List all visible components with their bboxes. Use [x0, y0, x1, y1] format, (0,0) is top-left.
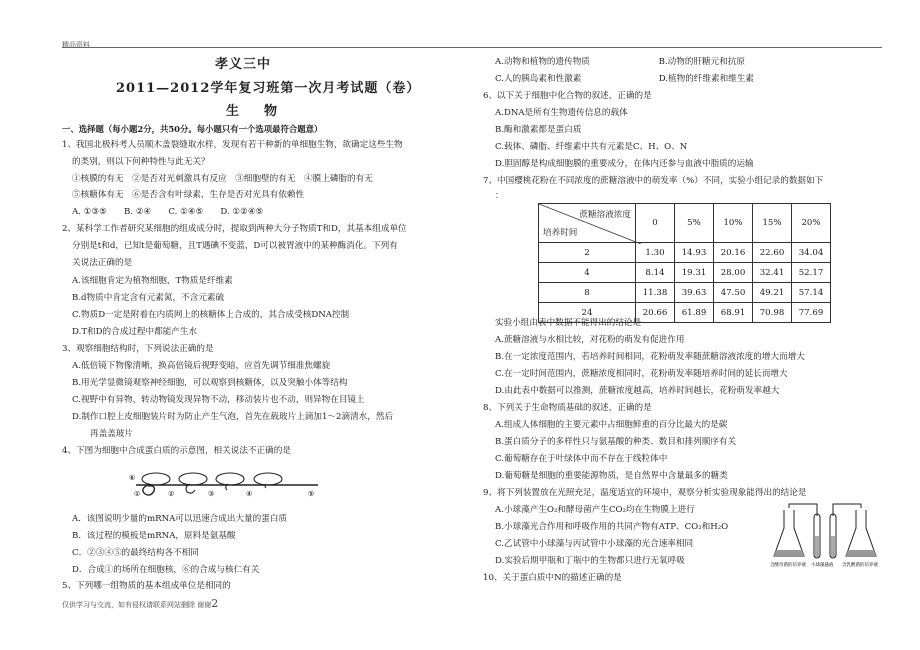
- diagram-label-2: ②: [168, 490, 175, 498]
- q7-colon: ：: [495, 191, 504, 201]
- protein-synthesis-diagram: [128, 460, 328, 500]
- q4-stem: 4、下图为细胞中合成蛋白质的示意图，相关说法不正确的是: [62, 446, 291, 456]
- q4-option-c: C．②③④⑤的最终结构各不相同: [72, 548, 199, 558]
- footer-note: [62, 597, 218, 610]
- header-note: 精品资料: [62, 41, 90, 49]
- table-cell: 68.91: [714, 303, 753, 323]
- q2-option-c: C.物质D一定是附着在内质网上的核糖体上合成的，其合成受核DNA控制: [72, 310, 350, 320]
- table-cell: 77.69: [792, 303, 831, 323]
- table-cell: 49.21: [753, 283, 792, 303]
- column-header: 10%: [714, 204, 753, 243]
- table-cell: 20.16: [714, 243, 753, 263]
- page-number: 2: [211, 597, 219, 610]
- q7-option-a: A.蔗糖溶液与水相比较，对花粉的萌发有促进作用: [495, 335, 685, 345]
- section-heading: 一、选择题（每小题2分，共50分。每小题只有一个选项最符合题意）: [62, 124, 323, 134]
- q8-option-c: C.葡萄糖存在于叶绿体中而不存在于线粒体中: [495, 454, 668, 464]
- q10-stem: 10、关于蛋白质中N的描述正确的是: [483, 573, 622, 583]
- q6-stem: 6、以下关于细胞中化合物的叙述，正确的是: [483, 91, 652, 101]
- q9-option-d: D.实验后期甲瓶和丁瓶中的生物都只进行无氧呼吸: [495, 556, 685, 566]
- corner-top-label: 蔗糖溶液浓度: [579, 210, 631, 220]
- table-cell: 19.31: [675, 263, 714, 283]
- ribosome-2: [179, 473, 207, 485]
- table-row: [539, 263, 831, 283]
- q1-options: A. ①③⑤ B. ②④ C. ①④⑤ D. ①②④⑤: [72, 207, 264, 217]
- q2-line-3: 关说法正确的是: [72, 258, 133, 268]
- table-cell: 61.89: [675, 303, 714, 323]
- q2-option-b: B.d物质中肯定含有元素氮，不含元素硫: [72, 293, 225, 303]
- table-header-row: [539, 204, 831, 243]
- q2-line-1: 2、某科学工作者研究某细胞的组成成分时，提取到两种大分子物质T和D，其基本组成单位: [62, 224, 407, 234]
- q3-option-a: A.低倍镜下物像清晰，换高倍镜后视野变暗，应首先调节细准焦螺旋: [72, 361, 331, 371]
- table-cell: 22.60: [753, 243, 792, 263]
- subject-title: 生 物: [226, 104, 284, 119]
- q5-options-ab: A.动物和植物的遗传物质 B.动物的肝糖元和抗原: [495, 57, 746, 67]
- exam-title: 2011—2012学年复习班第一次月考试题（卷）: [116, 81, 421, 96]
- q3-option-c: C.视野中有异物，转动物镜发现异物不动，移动装片也不动，则异物在目镜上: [72, 395, 365, 405]
- q6-option-a: A.DNA是所有生物遗传信息的载体: [495, 108, 628, 118]
- table-cell: 11.38: [636, 283, 675, 303]
- tube-right-liquid: [831, 536, 835, 557]
- label-lactic: 含乳酸菌的培养液: [842, 563, 878, 568]
- pipe-left: [789, 504, 817, 516]
- diagram-label-6: ⑥: [129, 474, 136, 482]
- q2-option-d: D.T和D的合成过程中都能产生水: [72, 327, 198, 337]
- q7-option-b: B.在一定浓度范围内，若培养时间相同，花粉萌发率随蔗糖溶液浓度的增大而增大: [495, 352, 805, 362]
- q9-option-c: C.乙试管中小球藻与丙试管中小球藻的光合速率相同: [495, 539, 694, 549]
- ribosome-4: [254, 473, 282, 485]
- row-time: 24: [539, 303, 636, 323]
- table-cell: 39.63: [675, 283, 714, 303]
- diagram-label-4: ④: [246, 490, 253, 498]
- diagram-label-1: ①: [134, 490, 141, 498]
- germination-table: [538, 203, 831, 323]
- q4-option-d: D．合成①的场所在细胞核，⑥的合成与核仁有关: [72, 565, 260, 575]
- label-chlorella: 小球藻悬液: [811, 563, 834, 568]
- q1-line-3: ①核膜的有无 ②是否对光刺激具有反应 ③细胞壁的有无 ④膜上磷脂的有无: [72, 174, 373, 184]
- flask-left: [774, 510, 804, 556]
- table-row: [539, 283, 831, 303]
- ribosome-1: [142, 473, 170, 485]
- table-row: [539, 243, 831, 263]
- ribosome-3: [216, 473, 244, 485]
- flask-left-liquid: [774, 550, 804, 556]
- table-cell: 32.41: [753, 263, 792, 283]
- q3-option-d-cont: 再盖盖玻片: [90, 429, 133, 439]
- q3-option-b: B.用光学显微镜观察神经细胞，可以观察到核糖体，以及突触小体等结构: [72, 378, 348, 388]
- q6-option-b: B.酶和激素都是蛋白质: [495, 125, 582, 135]
- q7-stem: 7、中国樱桃花粉在不同浓度的蔗糖溶液中的萌发率（%）不同，实验小组记录的数据如下: [483, 176, 824, 186]
- footer-text: 仅供学习与交流，如有侵权请联系网站删除 谢谢: [62, 601, 212, 609]
- q3-stem: 3、观察细胞结构时，下列说法正确的是: [62, 344, 214, 354]
- diagram-label-5: ⑤: [308, 490, 315, 498]
- q7-option-c: C.在一定时间范围内，蔗糖浓度相同时，花粉萌发率随培养时间的延长而增大: [495, 369, 788, 379]
- table-cell: 1.30: [636, 243, 675, 263]
- q5-stem: 5、下列哪一组物质的基本组成单位是相同的: [62, 581, 231, 591]
- flask-right: [846, 510, 876, 556]
- label-yeast: 含酵母菌的培养液: [770, 563, 806, 568]
- q3-option-d: D.制作口腔上皮细胞装片时为防止产生气泡，首先在载玻片上滴加1～2滴清水，然后: [72, 412, 394, 422]
- diagram-label-3: ③: [208, 490, 215, 498]
- row-time: 4: [539, 263, 636, 283]
- q8-option-a: A.组成人体细胞的主要元素中占细胞鲜重的百分比最大的是碳: [495, 420, 728, 430]
- table-cell: 47.50: [714, 283, 753, 303]
- table-cell: 52.17: [792, 263, 831, 283]
- table-cell: 57.14: [792, 283, 831, 303]
- header-rule: [62, 47, 882, 48]
- q4-option-a: A．该图说明少量的mRNA可以迅速合成出大量的蛋白质: [72, 514, 288, 524]
- q6-option-d: D.胆固醇是构成细胞膜的重要成分，在体内还参与血液中脂质的运输: [495, 159, 754, 169]
- row-time: 2: [539, 243, 636, 263]
- q8-option-b: B.蛋白质分子的多样性只与氨基酸的种类、数目和排列顺序有关: [495, 437, 737, 447]
- q1-line-4: ⑤核糖体有无 ⑥是否含有叶绿素，生存是否对光具有依赖性: [72, 190, 305, 200]
- row-time: 8: [539, 283, 636, 303]
- q1-line-2: 的类别，则以下何种特性与此无关？: [72, 157, 210, 167]
- q5-options-cd: C.人的胰岛素和性激素 D.植物的纤维素和维生素: [495, 74, 754, 84]
- column-header: 20%: [792, 204, 831, 243]
- q4-option-b: B．该过程的模板是mRNA，原料是氨基酸: [72, 531, 236, 541]
- tube-left-liquid: [815, 536, 819, 557]
- q9-option-a: A.小球藻产生O₂和酵母菌产生CO₂均在生物膜上进行: [495, 505, 695, 515]
- column-header: 15%: [753, 204, 792, 243]
- table-cell: 28.00: [714, 263, 753, 283]
- q1-line-1: 1、我国北极科考人员顺木盖裂缝取水样，发现有若干种新的单细胞生物，欲确定这些生物: [62, 140, 403, 150]
- q9-stem: 9、将下列装置放在光照充足，温度适宜的环境中，观察分析实验现象能得出的结论是: [483, 488, 807, 498]
- q7-prompt: 实验小组由表中数据不能得出的结论是: [495, 318, 642, 328]
- table-cell: 20.66: [636, 303, 675, 323]
- table-cell: 14.93: [675, 243, 714, 263]
- table-cell: 8.14: [636, 263, 675, 283]
- polypeptide-4: [265, 484, 266, 488]
- table-cell: 70.98: [753, 303, 792, 323]
- table-corner-cell: [539, 204, 636, 243]
- q9-option-b: B.小球藻光合作用和呼吸作用的共同产物有ATP、CO₂和H₂O: [495, 522, 729, 532]
- q7-option-d: D.由此表中数据可以推测，蔗糖浓度越高，培养时间越长，花粉萌发率越大: [495, 386, 780, 396]
- q6-option-c: C.载体、磷脂、纤维素中共有元素是C、H、O、N: [495, 142, 688, 152]
- pipe-right: [833, 504, 861, 516]
- q8-stem: 8、下列关于生命物质基础的叙述，正确的是: [483, 403, 652, 413]
- column-header: 5%: [675, 204, 714, 243]
- flask-apparatus-diagram: [770, 500, 882, 582]
- corner-bottom-label: 培养时间: [543, 228, 578, 238]
- flask-right-liquid: [846, 550, 876, 556]
- school-name: 孝义三中: [215, 57, 272, 72]
- column-header: 0: [636, 204, 675, 243]
- table-cell: 34.04: [792, 243, 831, 263]
- q8-option-d: D.葡萄糖是细胞的重要能源物质，是自然界中含量最多的糖类: [495, 471, 728, 481]
- q2-line-2: 分别是t和d，已知t是葡萄糖，且T遇碘不变蓝，D可以被胃液中的某种酶消化。下列有: [72, 241, 398, 251]
- q2-option-a: A.该细胞肯定为植物细胞，T物质是纤维素: [72, 276, 233, 286]
